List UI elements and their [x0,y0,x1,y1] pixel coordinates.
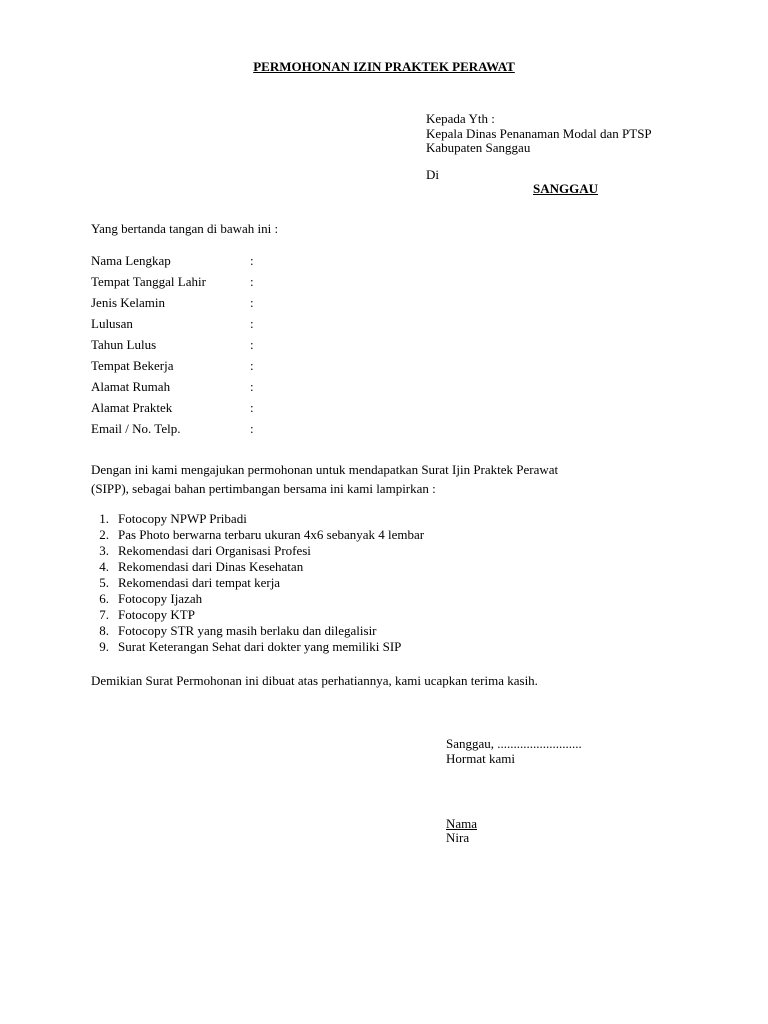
field-colon: : [250,379,254,394]
field-colon: : [250,274,254,289]
field-label-jenis-kelamin: Jenis Kelamin [91,295,166,310]
field-colon: : [250,253,254,268]
attachment-item: Rekomendasi dari tempat kerja [118,575,281,590]
field-label-tahun-lulus: Tahun Lulus [91,337,157,352]
attachment-item: Rekomendasi dari Organisasi Profesi [118,543,311,558]
field-label-tempat-tanggal-lahir: Tempat Tanggal Lahir [91,274,206,289]
intro-text: Yang bertanda tangan di bawah ini : [91,221,279,236]
attachment-number: 6. [99,591,109,606]
field-label-alamat-rumah: Alamat Rumah [91,379,171,394]
recipient-line-3: Kabupaten Sanggau [426,140,531,155]
field-colon: : [250,358,254,373]
signature-nira: Nira [446,830,470,845]
attachment-number: 4. [99,559,109,574]
signature-place-date: Sanggau, .......................... [446,736,582,751]
signature-regards: Hormat kami [446,751,515,766]
document-title: PERMOHONAN IZIN PRAKTEK PERAWAT [253,59,515,74]
field-label-email-telp: Email / No. Telp. [91,421,181,436]
attachment-number: 3. [99,543,109,558]
request-text-line-1: Dengan ini kami mengajukan permohonan untuk mendapatkan Surat Ijin Praktek Perawat [91,462,559,477]
recipient-place: SANGGAU [533,181,599,196]
attachment-number: 7. [99,607,109,622]
attachment-item: Fotocopy Ijazah [118,591,203,606]
field-colon: : [250,421,254,436]
recipient-di: Di [426,167,439,182]
field-colon: : [250,316,254,331]
request-text-line-2: (SIPP), sebagai bahan pertimbangan bersama ini kami lampirkan : [91,481,436,496]
recipient-line-1: Kepada Yth : [426,111,495,126]
field-colon: : [250,337,254,352]
field-label-tempat-bekerja: Tempat Bekerja [91,358,174,373]
attachment-number: 2. [99,527,109,542]
attachment-number: 8. [99,623,109,638]
attachment-item: Fotocopy STR yang masih berlaku dan dilegalisir [118,623,377,638]
field-colon: : [250,400,254,415]
attachment-item: Fotocopy KTP [118,607,195,622]
attachment-item: Pas Photo berwarna terbaru ukuran 4x6 sebanyak 4 lembar [118,527,425,542]
field-label-lulusan: Lulusan [91,316,133,331]
attachment-number: 9. [99,639,109,654]
attachment-number: 1. [99,511,109,526]
field-label-nama-lengkap: Nama Lengkap [91,253,171,268]
attachment-item: Fotocopy NPWP Pribadi [118,511,247,526]
recipient-line-2: Kepala Dinas Penanaman Modal dan PTSP [426,126,652,141]
attachment-number: 5. [99,575,109,590]
field-label-alamat-praktek: Alamat Praktek [91,400,173,415]
signature-name: Nama [446,816,478,831]
attachment-item: Rekomendasi dari Dinas Kesehatan [118,559,304,574]
closing-text: Demikian Surat Permohonan ini dibuat atas perhatiannya, kami ucapkan terima kasih. [91,673,538,688]
field-colon: : [250,295,254,310]
attachment-item: Surat Keterangan Sehat dari dokter yang memiliki SIP [118,639,402,654]
